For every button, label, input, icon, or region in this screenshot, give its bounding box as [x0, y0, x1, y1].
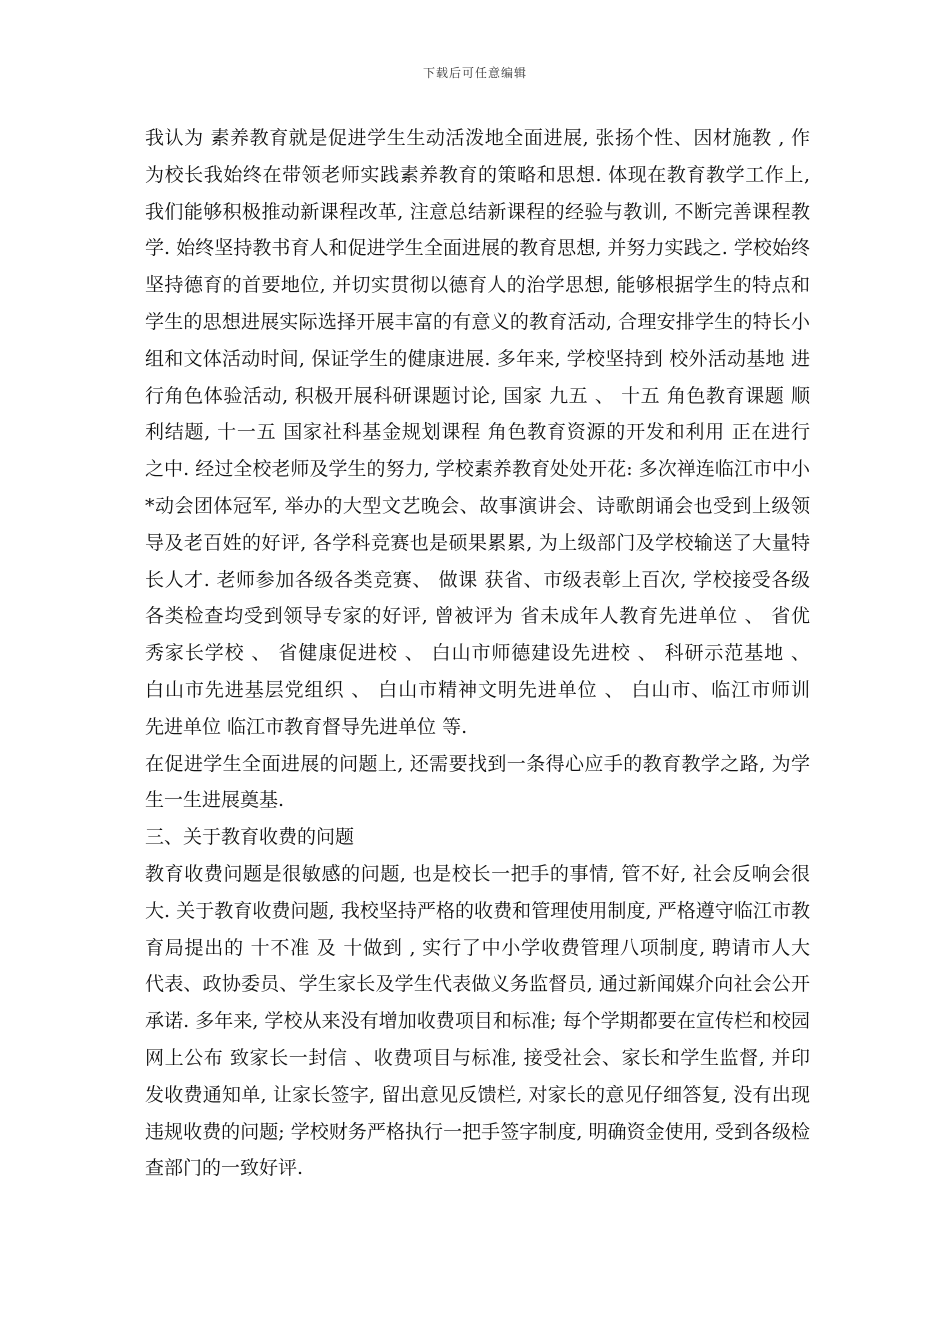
text-line: 违规收费的问题; 学校财务严格执行一把手签字制度, 明确资金使用, 受到各级检 — [145, 1120, 810, 1143]
text-line: 各类检查均受到领导专家的好评, 曾被评为 省未成年人教育先进单位 、 省优 — [145, 605, 810, 628]
text-line: 行角色体验活动, 积极开展科研课题讨论, 国家 九五 、 十五 角色教育课题 顺 — [145, 384, 810, 407]
text-line: 坚持德育的首要地位, 并切实贯彻以德育人的治学思想, 能够根据学生的特点和 — [145, 274, 810, 297]
text-line: 之中. 经过全校老师及学生的努力, 学校素养教育处处开花: 多次禅连临江市中小 — [145, 458, 810, 481]
text-line: 秀家长学校 、 省健康促进校 、 白山市师德建设先进校 、 科研示范基地 、 — [145, 642, 810, 665]
text-line: 发收费通知单, 让家长签字, 留出意见反馈栏, 对家长的意见仔细答复, 没有出现 — [145, 1083, 810, 1106]
page-header: 下载后可任意编辑 — [422, 66, 527, 80]
text-line: 教育收费问题是很敏感的问题, 也是校长一把手的事情, 管不好, 社会反响会很 — [145, 862, 810, 885]
text-line: 长人才. 老师参加各级各类竞赛、 做课 获省、市级表彰上百次, 学校接受各级 — [145, 568, 810, 591]
text-line: 我们能够积极推动新课程改革, 注意总结新课程的经验与教训, 不断完善课程教 — [145, 200, 810, 223]
text-line: 利结题, 十一五 国家社科基金规划课程 角色教育资源的开发和利用 正在进行 — [145, 421, 810, 444]
text-line: 三、关于教育收费的问题 — [145, 826, 355, 849]
text-line: 学. 始终坚持教书育人和促进学生全面进展的教育思想, 并努力实践之. 学校始终 — [145, 237, 810, 260]
text-line: 生一生进展奠基. — [145, 789, 285, 812]
text-line: *动会团体冠军, 举办的大型文艺晚会、故事演讲会、诗歌朗诵会也受到上级领 — [145, 494, 810, 517]
text-line: 大. 关于教育收费问题, 我校坚持严格的收费和管理使用制度, 严格遵守临江市教 — [145, 899, 810, 922]
text-line: 育局提出的 十不准 及 十做到 , 实行了中小学收费管理八项制度, 聘请市人大 — [145, 936, 810, 959]
text-line: 我认为 素养教育就是促进学生生动活泼地全面进展, 张扬个性、因材施教 , 作 — [145, 127, 810, 149]
text-line: 在促进学生全面进展的问题上, 还需要找到一条得心应手的教育教学之路, 为学 — [145, 752, 810, 775]
text-line: 白山市先进基层党组织 、 白山市精神文明先进单位 、 白山市、临江市师训 — [145, 678, 810, 701]
text-line: 查部门的一致好评. — [145, 1157, 304, 1180]
document-body — [145, 120, 810, 1187]
text-line: 代表、政协委员、学生家长及学生代表做义务监督员, 通过新闻媒介向社会公开 — [145, 973, 810, 996]
text-line: 组和文体活动时间, 保证学生的健康进展. 多年来, 学校坚持到 校外活动基地 进 — [145, 347, 810, 370]
text-line: 承诺. 多年来, 学校从来没有增加收费项目和标准; 每个学期都要在宣传栏和校园 — [145, 1010, 810, 1033]
text-line: 学生的思想进展实际选择开展丰富的有意义的教育活动, 合理安排学生的特长小 — [145, 310, 810, 333]
text-line: 网上公布 致家长一封信 、收费项目与标准, 接受社会、家长和学生监督, 并印 — [145, 1046, 810, 1069]
text-line: 为校长我始终在带领老师实践素养教育的策略和思想. 体现在教育教学工作上, — [145, 163, 810, 186]
text-line: 导及老百姓的好评, 各学科竞赛也是硕果累累, 为上级部门及学校输送了大量特 — [145, 531, 810, 554]
text-line: 先进单位 临江市教育督导先进单位 等. — [145, 715, 468, 738]
